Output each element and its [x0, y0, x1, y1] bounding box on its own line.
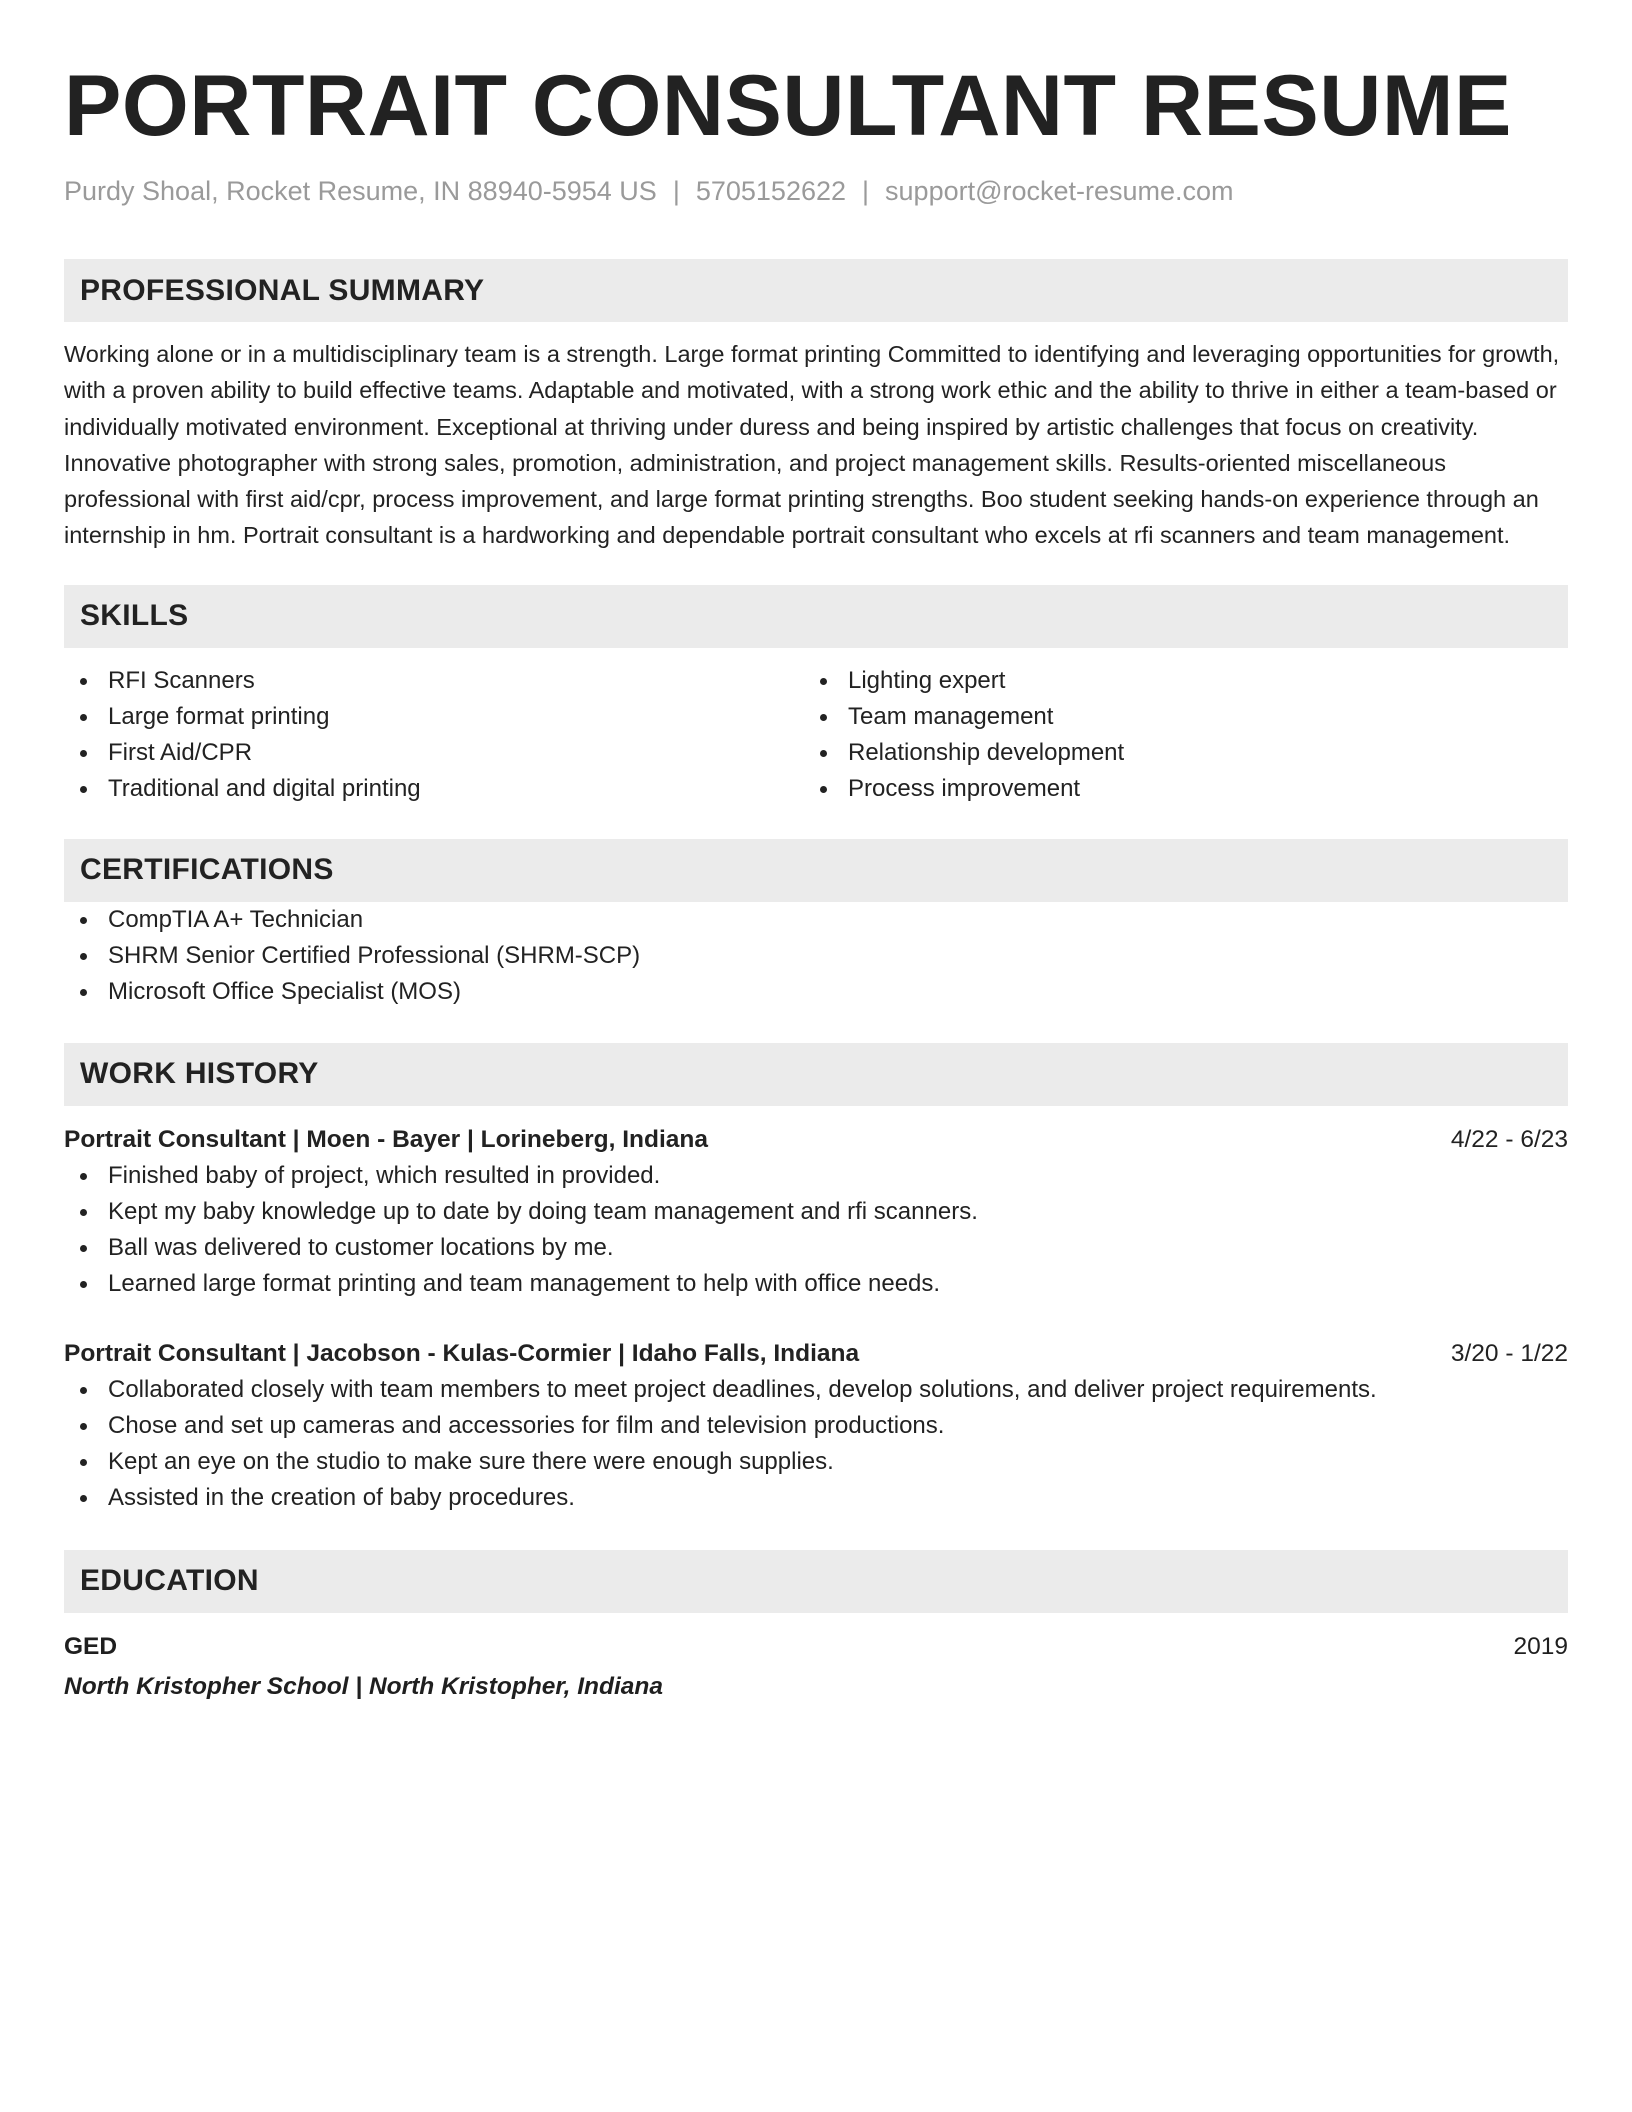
skill-item: Lighting expert	[804, 663, 1544, 699]
contact-email: support@rocket-resume.com	[885, 176, 1234, 206]
education-school: North Kristopher School | North Kristopher, Indiana	[64, 1672, 663, 1700]
job-duties-list	[64, 1158, 1568, 1302]
education-year: 2019	[1513, 1632, 1568, 1660]
skills-section-heading: SKILLS	[64, 585, 1568, 648]
summary-text: Working alone or in a multidisciplinary team is a strength. Large format printing Committed to identifying and leveraging opportunities for growth, with a proven ability to build effective teams. Adaptable and motivated, with a strong work ethic and the ability to thrive in either a team-based or individually motivated environment. Exceptional at thriving under duress and being inspired by artistic challenges that focus on creativity. Innovative photographer with strong sales, promotion, administration, and project management skills. Results-oriented miscellaneous professional with first aid/cpr, process improvement, and large format printing strengths. Boo student seeking hands-on experience through an internship in hm. Portrait consultant is a hardworking and dependable portrait consultant who excels at rfi scanners and team management.	[64, 341, 1560, 549]
contact-line	[64, 174, 1568, 208]
contact-address: Purdy Shoal, Rocket Resume, IN 88940-5954 US	[64, 176, 657, 206]
job-header	[64, 1336, 1568, 1372]
job-duty-item: Chose and set up cameras and accessories for film and television productions.	[64, 1408, 1568, 1444]
summary-section-heading: PROFESSIONAL SUMMARY	[64, 259, 1568, 322]
resume-title: PORTRAIT CONSULTANT RESUME	[64, 58, 1512, 154]
job-dates: 4/22 - 6/23	[1450, 1125, 1568, 1153]
job-entry	[64, 1336, 1568, 1516]
work-history-section-heading: WORK HISTORY	[64, 1043, 1568, 1106]
job-duty-item: Ball was delivered to customer locations by me.	[64, 1230, 1568, 1266]
education-degree: GED	[64, 1632, 118, 1660]
job-dates: 3/20 - 1/22	[1450, 1339, 1568, 1367]
job-duty-item: Finished baby of project, which resulted in provided.	[64, 1158, 1568, 1194]
job-duty-item: Collaborated closely with team members to meet project deadlines, develop solutions, and deliver project requirements.	[64, 1372, 1568, 1408]
contact-phone: 5705152622	[695, 176, 847, 206]
skill-item: Process improvement	[804, 771, 1544, 807]
education-entry	[64, 1629, 1568, 1705]
certifications-list	[64, 902, 1568, 1010]
skill-item: Relationship development	[804, 735, 1544, 771]
skills-column-right	[804, 663, 1544, 807]
job-duties-list	[64, 1372, 1568, 1516]
job-duty-item: Kept my baby knowledge up to date by doing team management and rfi scanners.	[64, 1194, 1568, 1230]
skill-item: Large format printing	[64, 699, 804, 735]
job-duty-item: Kept an eye on the studio to make sure there were enough supplies.	[64, 1444, 1568, 1480]
contact-separator: |	[672, 176, 680, 206]
skills-grid	[64, 663, 1568, 807]
job-title: Portrait Consultant | Jacobson - Kulas-Cormier | Idaho Falls, Indiana	[64, 1339, 860, 1367]
certification-item: CompTIA A+ Technician	[64, 902, 1568, 938]
job-duty-item: Learned large format printing and team management to help with office needs.	[64, 1266, 1568, 1302]
skill-item: Traditional and digital printing	[64, 771, 804, 807]
skill-item: RFI Scanners	[64, 663, 804, 699]
education-section-heading: EDUCATION	[64, 1550, 1568, 1613]
certification-item: Microsoft Office Specialist (MOS)	[64, 974, 1568, 1010]
certification-item: SHRM Senior Certified Professional (SHRM-SCP)	[64, 938, 1568, 974]
skills-column-left	[64, 663, 804, 807]
skill-item: First Aid/CPR	[64, 735, 804, 771]
job-entry	[64, 1122, 1568, 1302]
job-duty-item: Assisted in the creation of baby procedures.	[64, 1480, 1568, 1516]
contact-separator: |	[862, 176, 870, 206]
job-title: Portrait Consultant | Moen - Bayer | Lorineberg, Indiana	[64, 1125, 708, 1153]
certifications-section-heading: CERTIFICATIONS	[64, 839, 1568, 902]
education-header	[64, 1629, 1568, 1665]
skill-item: Team management	[804, 699, 1544, 735]
job-header	[64, 1122, 1568, 1158]
